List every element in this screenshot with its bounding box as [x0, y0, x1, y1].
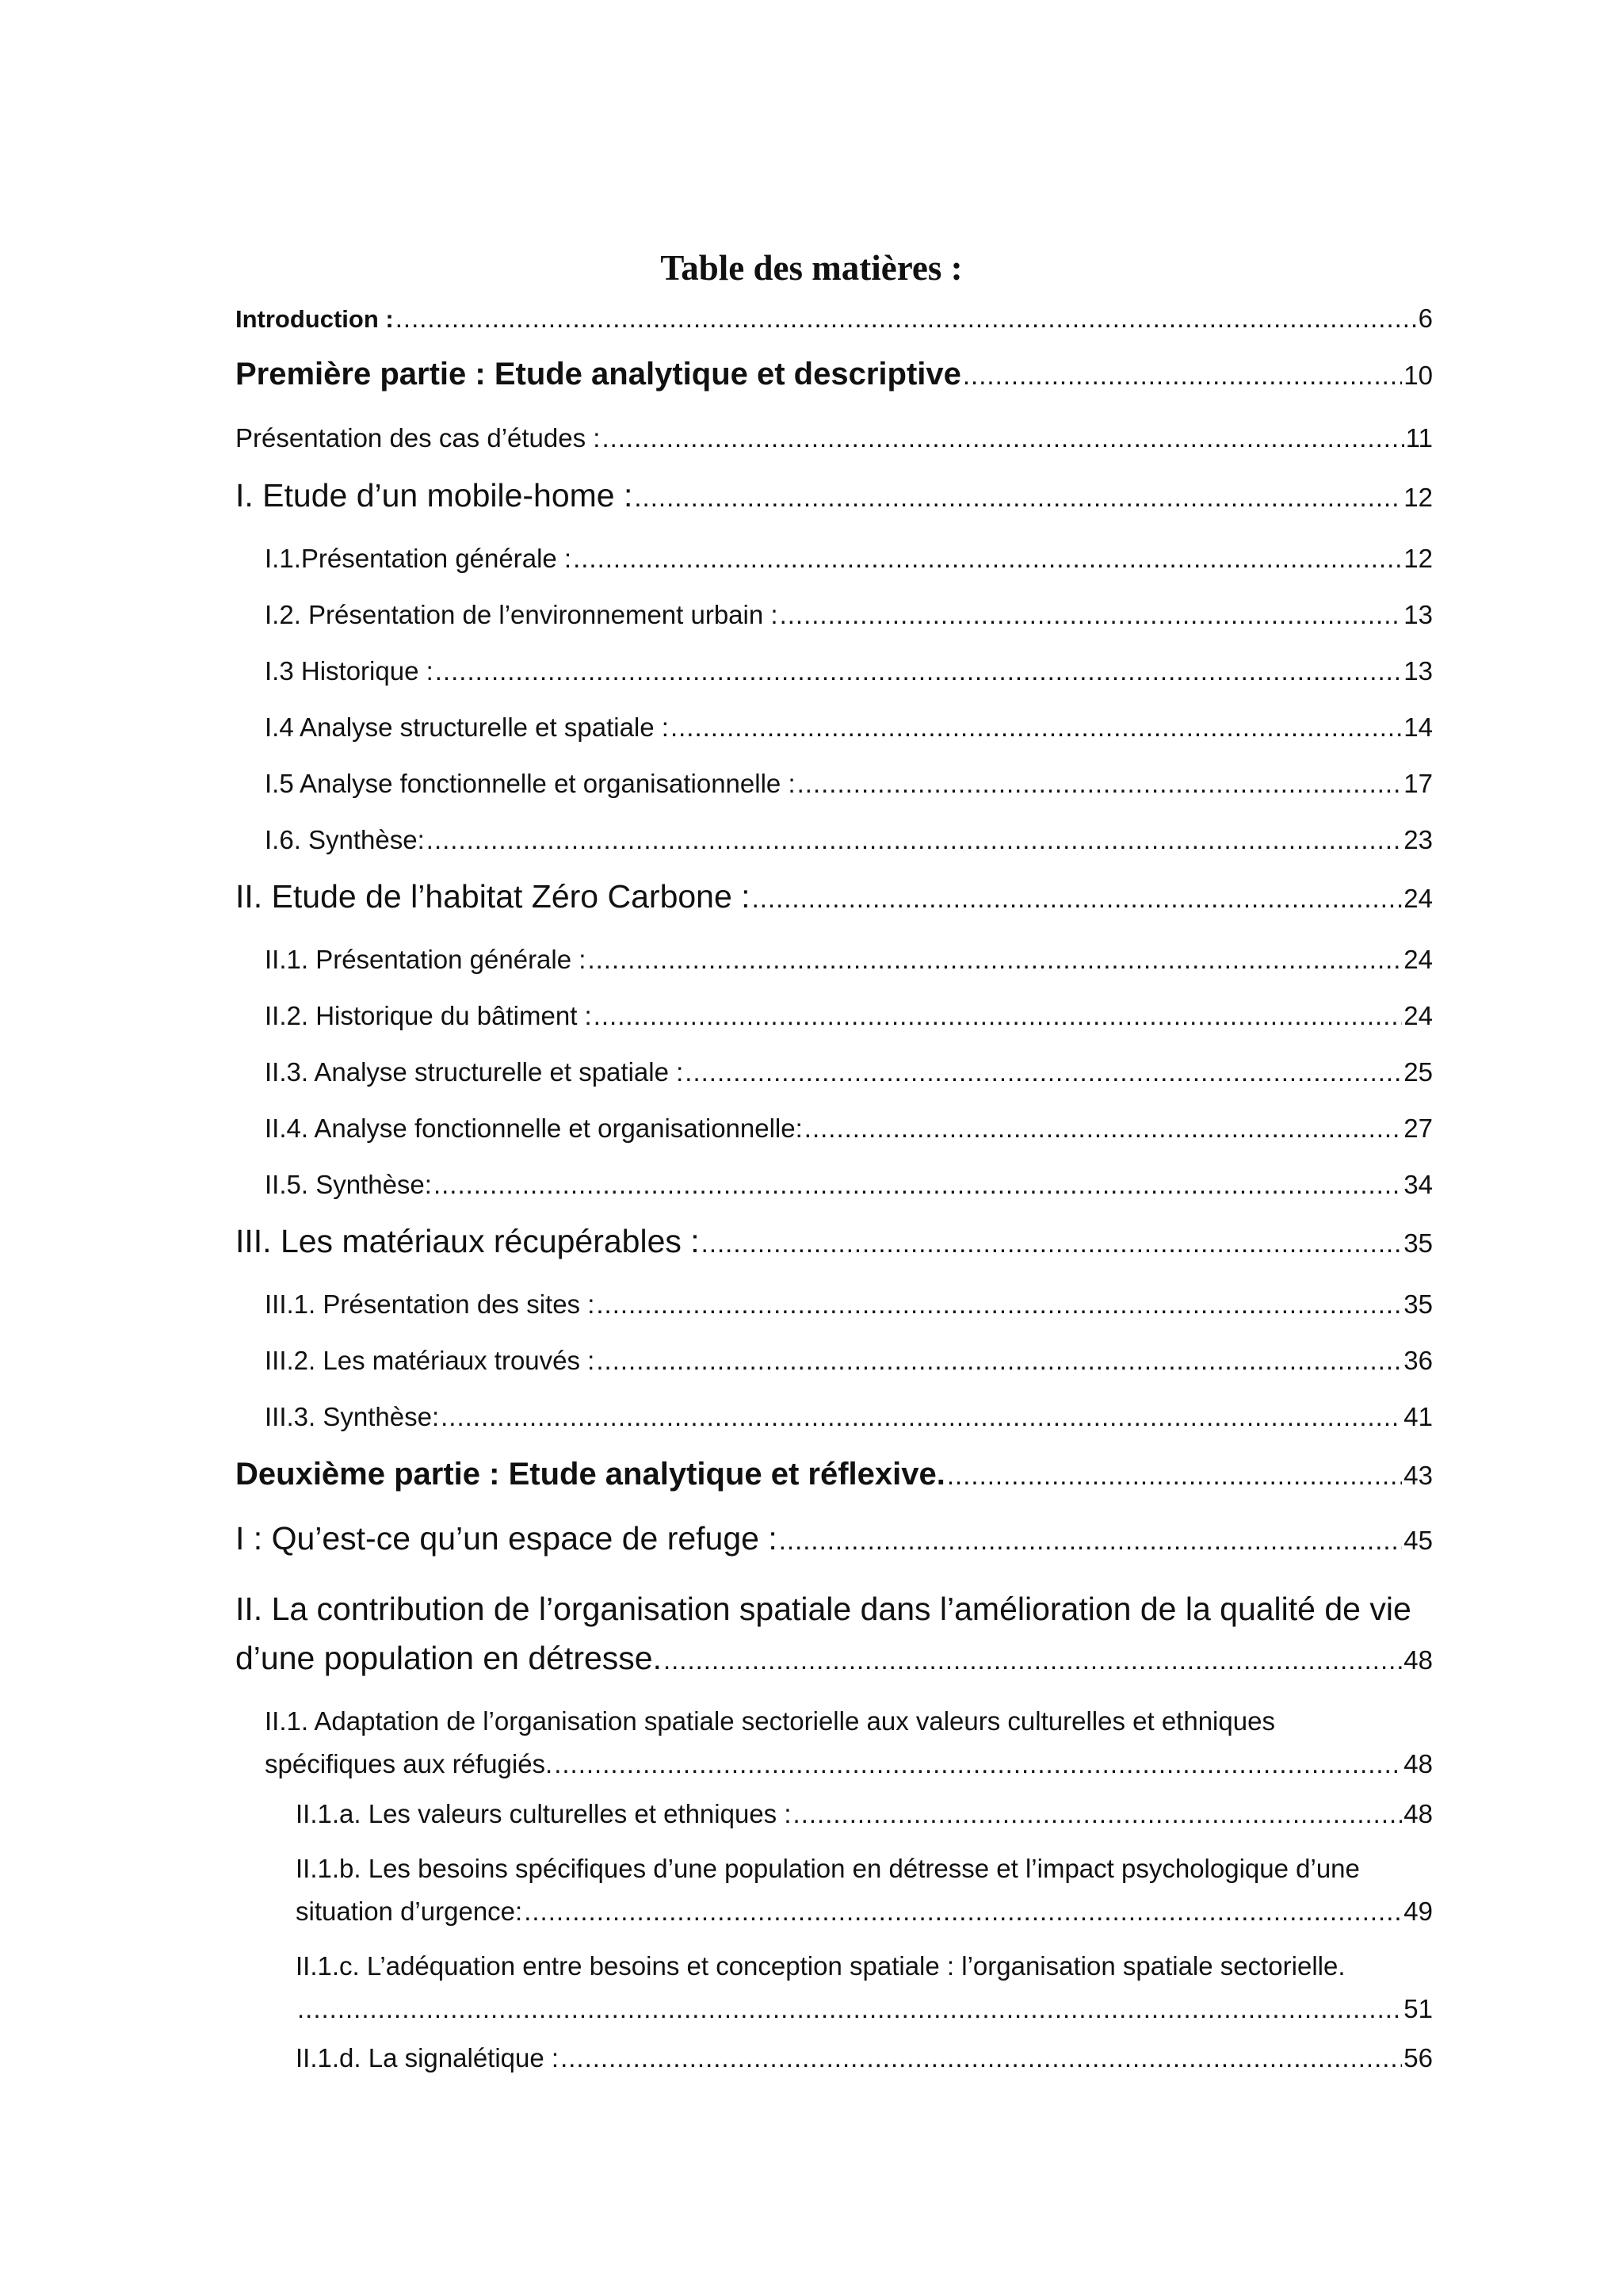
- toc-entry-label: situation d’urgence:: [296, 1897, 523, 1926]
- leader-dots: [426, 825, 1402, 855]
- leader-dots: [663, 1636, 1402, 1685]
- page-number: 10: [1403, 361, 1433, 390]
- toc-entry-section[interactable]: [265, 945, 1433, 975]
- page-number: 24: [1403, 945, 1433, 974]
- toc-entry-label: I. Etude d’un mobile-home :: [235, 477, 633, 514]
- page-number: 6: [1418, 304, 1433, 333]
- toc-entry-part-two[interactable]: [235, 1457, 1433, 1492]
- page-number: 36: [1403, 1346, 1433, 1375]
- toc-entry-label: II.2. Historique du bâtiment :: [265, 1001, 592, 1030]
- leader-dots: [554, 1743, 1402, 1786]
- toc-entry-label: Première partie : Etude analytique et descriptive: [235, 357, 961, 392]
- leader-dots: [779, 1526, 1403, 1556]
- toc-entry-section[interactable]: [265, 712, 1433, 743]
- toc-entry-label-line: II.1.c. L’adéquation entre besoins et conception spatiale : l’organisation spatiale sectorielle.: [296, 1951, 1346, 1981]
- toc-entry-section[interactable]: [265, 825, 1433, 855]
- toc-entry-section[interactable]: [265, 1402, 1433, 1432]
- page-number: 24: [1403, 884, 1433, 913]
- page-number: 11: [1405, 423, 1433, 453]
- page-number: 13: [1403, 656, 1433, 686]
- toc-entry-label: I.3 Historique :: [265, 656, 433, 686]
- toc-entry-label: d’une population en détresse.: [235, 1640, 662, 1676]
- leader-dots: [797, 769, 1403, 799]
- toc-entry-label: spécifiques aux réfugiés.: [265, 1749, 553, 1778]
- page-title: Table des matières :: [660, 248, 963, 288]
- page-number: 13: [1403, 600, 1433, 629]
- toc-entry-label: III.2. Les matériaux trouvés :: [265, 1346, 595, 1375]
- page-number: 35: [1403, 1228, 1433, 1258]
- toc-entry-label: II.3. Analyse structurelle et spatiale :: [265, 1057, 684, 1087]
- toc-entry-section[interactable]: [265, 1289, 1433, 1320]
- toc-entry-introduction[interactable]: [235, 304, 1433, 334]
- leader-dots: [435, 656, 1403, 686]
- page-number: 35: [1403, 1289, 1433, 1319]
- toc-entry-subsection[interactable]: [296, 1945, 1433, 2030]
- toc-entry-chapter[interactable]: [235, 1584, 1433, 1685]
- page-number: 51: [1403, 1994, 1433, 2023]
- toc-entry-label: II.1.a. Les valeurs culturelles et ethniques :: [296, 1799, 792, 1828]
- toc-entry-chapter[interactable]: [235, 878, 1433, 915]
- leader-dots: [804, 1114, 1402, 1144]
- toc-entry-part-one[interactable]: [235, 357, 1433, 392]
- page-number: 25: [1403, 1057, 1433, 1087]
- toc-entry-section[interactable]: [265, 1114, 1433, 1144]
- page-number: 56: [1403, 2043, 1433, 2073]
- toc-entry-label: II.1. Présentation générale :: [265, 945, 586, 974]
- page-number: 48: [1403, 1645, 1433, 1675]
- page-number: 48: [1403, 1799, 1433, 1828]
- toc-entry-section[interactable]: [265, 1170, 1433, 1200]
- leader-dots: [524, 1890, 1402, 1933]
- toc-entry-chapter[interactable]: [235, 477, 1433, 514]
- toc-entry-section[interactable]: [265, 1057, 1433, 1087]
- page-number: 49: [1403, 1897, 1433, 1926]
- toc-entry-label: I.6. Synthèse:: [265, 825, 425, 854]
- page-number: 41: [1403, 1402, 1433, 1431]
- toc-entry-subsection[interactable]: [296, 1847, 1433, 1933]
- toc-entry-label: Deuxième partie : Etude analytique et réflexive.: [235, 1457, 945, 1492]
- leader-dots: [596, 1289, 1402, 1320]
- leader-dots: [963, 361, 1402, 391]
- leader-dots: [634, 483, 1402, 513]
- toc-entry-label: I.4 Analyse structurelle et spatiale :: [265, 712, 669, 742]
- leader-dots: [560, 2043, 1402, 2073]
- page-number: 48: [1403, 1749, 1433, 1778]
- page-number: 43: [1403, 1461, 1433, 1490]
- toc-entry-section[interactable]: [265, 769, 1433, 799]
- toc-entry-subsection[interactable]: [296, 2043, 1433, 2073]
- leader-dots: [596, 1346, 1402, 1376]
- leader-dots: [297, 1988, 1402, 2030]
- leader-dots: [685, 1057, 1402, 1087]
- toc-entry-section[interactable]: [265, 656, 1433, 686]
- toc-entry-chapter[interactable]: [235, 1223, 1433, 1260]
- page-number: 17: [1403, 769, 1433, 798]
- leader-dots: [395, 304, 1417, 334]
- leader-dots: [670, 712, 1402, 743]
- leader-dots: [947, 1461, 1402, 1491]
- toc-entry-label: III.3. Synthèse:: [265, 1402, 440, 1431]
- page-number: 34: [1403, 1170, 1433, 1199]
- leader-dots: [601, 423, 1403, 453]
- toc-entry-label: II.1.d. La signalétique :: [296, 2043, 559, 2073]
- toc-entry-label: Introduction :: [235, 305, 394, 333]
- toc-entry-section[interactable]: [265, 1346, 1433, 1376]
- toc-entry-section[interactable]: [265, 1001, 1433, 1031]
- toc-entry-label-line: II.1. Adaptation de l’organisation spatiale sectorielle aux valeurs culturelles et ethniques: [265, 1706, 1275, 1736]
- leader-dots: [780, 600, 1403, 630]
- page-number: 24: [1403, 1001, 1433, 1030]
- toc-entry-label-line: II. La contribution de l’organisation spatiale dans l’amélioration de la qualité de vie: [235, 1591, 1411, 1627]
- leader-dots: [441, 1402, 1402, 1432]
- toc-entry-label: I.2. Présentation de l’environnement urbain :: [265, 600, 778, 629]
- leader-dots: [433, 1170, 1402, 1200]
- toc-entry-case-studies[interactable]: [235, 423, 1433, 453]
- toc-entry-label-line: II.1.b. Les besoins spécifiques d’une population en détresse et l’impact psychologique d’une: [296, 1854, 1360, 1883]
- leader-dots: [752, 884, 1403, 914]
- page-number: 27: [1403, 1114, 1433, 1143]
- toc-entry-subsection[interactable]: [296, 1799, 1433, 1829]
- leader-dots: [573, 544, 1402, 574]
- toc-entry-label: I : Qu’est-ce qu’un espace de refuge :: [235, 1520, 777, 1557]
- toc-entry-chapter[interactable]: [235, 1520, 1433, 1557]
- leader-dots: [793, 1799, 1403, 1829]
- toc-entry-label: I.5 Analyse fonctionnelle et organisationnelle :: [265, 769, 796, 798]
- page-number: 23: [1403, 825, 1433, 854]
- toc-entry-section[interactable]: [265, 600, 1433, 630]
- leader-dots: [594, 1001, 1403, 1031]
- page-number: 45: [1403, 1526, 1433, 1555]
- toc-entry-label: I.1.Présentation générale :: [265, 544, 572, 573]
- toc-entry-section[interactable]: [265, 1700, 1433, 1786]
- toc-entry-label: II.4. Analyse fonctionnelle et organisationnelle:: [265, 1114, 803, 1143]
- toc-entry-label: II.5. Synthèse:: [265, 1170, 432, 1199]
- leader-dots: [587, 945, 1402, 975]
- toc-entry-label: III.1. Présentation des sites :: [265, 1289, 595, 1319]
- toc-entry-section[interactable]: [265, 544, 1433, 574]
- leader-dots: [701, 1228, 1403, 1259]
- toc-entry-label: Présentation des cas d’études :: [235, 423, 601, 453]
- page-number: 14: [1403, 712, 1433, 742]
- page-number: 12: [1403, 544, 1433, 573]
- toc-entry-label: II. Etude de l’habitat Zéro Carbone :: [235, 878, 750, 915]
- toc-entry-label: III. Les matériaux récupérables :: [235, 1223, 700, 1259]
- page-number: 12: [1403, 483, 1433, 512]
